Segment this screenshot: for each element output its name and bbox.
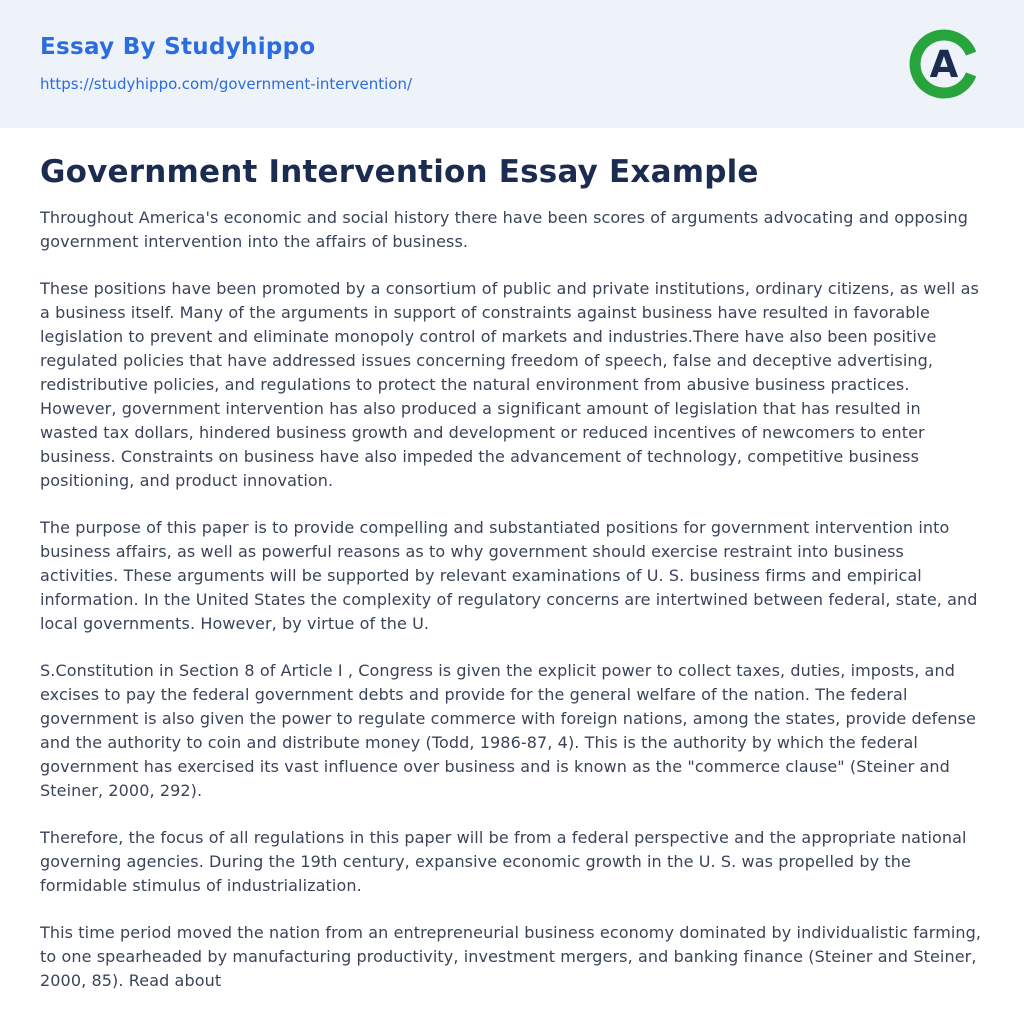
essay-paragraph: Therefore, the focus of all regulations in this paper will be from a federal perspective and the appropriate national governing agencies. During the 19th century, expansive economic growth in the U. S. was propelled by the formidable stimulus of industrialization.: [40, 828, 967, 895]
essay-content: [0, 128, 1024, 1035]
studyhippo-logo: [904, 24, 984, 104]
essay-paragraph: S.Constitution in Section 8 of Article I , Congress is given the explicit power to collect taxes, duties, imposts, and excises to pay the federal government debts and provide for the general welfare of the nation. The federal government is also given the power to regulate commerce with foreign nations, among the states, provide defense and the authority to coin and distribute money (Todd, 1986-87, 4). This is the authority by which the federal government has exercised its vast influence over business and is known as the "commerce clause" (Steiner and Steiner, 2000, 292).: [40, 661, 976, 800]
source-url-link[interactable]: https://studyhippo.com/government-intervention/: [40, 75, 413, 93]
essay-paragraph: Throughout America's economic and social history there have been scores of arguments advocating and opposing government intervention into the affairs of business.: [40, 208, 969, 251]
site-title: Essay By Studyhippo: [40, 34, 316, 60]
essay-paragraphs: [40, 206, 984, 993]
essay-paragraph: The purpose of this paper is to provide compelling and substantiated positions for government intervention into business affairs, as well as powerful reasons as to why government should exercise restraint into business activities. These arguments will be supported by relevant examinations of U. S. business firms and empirical information. In the United States the complexity of regulatory concerns are intertwined between federal, state, and local governments. However, by virtue of the U.: [40, 518, 978, 633]
essay-paragraph: These positions have been promoted by a consortium of public and private institutions, ordinary citizens, as well as a business itself. Many of the arguments in support of constraints against business have resulted in favorable legislation to prevent and eliminate monopoly control of markets and industries.There have also been positive regulated policies that have addressed issues concerning freedom of speech, false and deceptive advertising, redistributive policies, and regulations to protect the natural environment from abusive business practices. However, government intervention has also produced a significant amount of legislation that has resulted in wasted tax dollars, hindered business growth and development or reduced incentives of newcomers to enter business. Constraints on business have also impeded the advancement of technology, competitive business positioning, and product innovation.: [40, 279, 979, 490]
essay-paragraph: This time period moved the nation from an entrepreneurial business economy dominated by individualistic farming, to one spearheaded by manufacturing productivity, investment mergers, and banking finance (Steiner and Steiner, 2000, 85). Read about: [40, 923, 982, 990]
site-header: [0, 0, 1024, 128]
essay-title: Government Intervention Essay Example: [40, 154, 759, 190]
header-text-block: [40, 34, 412, 93]
logo-letter: A: [929, 43, 959, 86]
